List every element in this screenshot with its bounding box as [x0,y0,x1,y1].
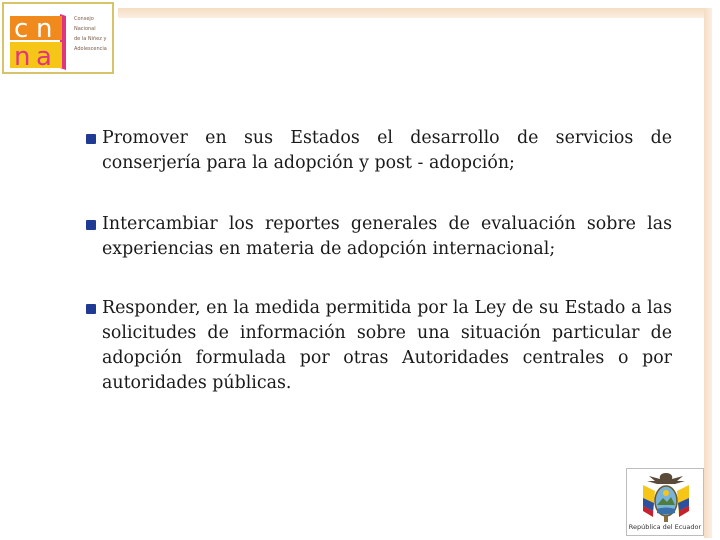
square-bullet-icon [86,220,96,230]
bullet-item [86,212,672,262]
logo-letter-c: c [14,14,29,44]
seal-caption: República del Ecuador [628,523,702,531]
bullet-item [86,126,672,176]
cnna-logo [2,2,114,74]
bullet-text: Promover en sus Estados el desarrollo de servicios de conserjería para la adopción y post - adopción; [102,128,672,173]
logo-text-line: Adolescencia [74,46,107,52]
bullet-item [86,296,672,396]
logo-letter-n1: n [36,14,53,44]
bullet-list [86,126,672,432]
logo-text-line: Nacional [74,26,96,32]
bullet-text: Intercambiar los reportes generales de evaluación sobre las experiencias en materia de adopción internacional; [102,214,672,259]
bullet-text: Responder, en la medida permitida por la Ley de su Estado a las solicitudes de información sobre una situación particular de adopción formulada por otras Autoridades centrales o por autoridades públicas. [102,298,672,393]
logo-text [74,14,107,54]
logo-letter-a: a [36,42,52,70]
square-bullet-icon [86,304,96,314]
logo-text-line: Consejo [74,16,94,22]
top-decorative-band [118,8,712,18]
logo-letter-n2: n [14,42,31,70]
square-bullet-icon [86,134,96,144]
coat-of-arms-icon [639,471,693,523]
logo-text-line: de la Niñez y [74,36,107,42]
ecuador-seal [626,468,704,536]
cnna-logo-mark [10,10,68,70]
right-decorative-band [704,8,712,538]
